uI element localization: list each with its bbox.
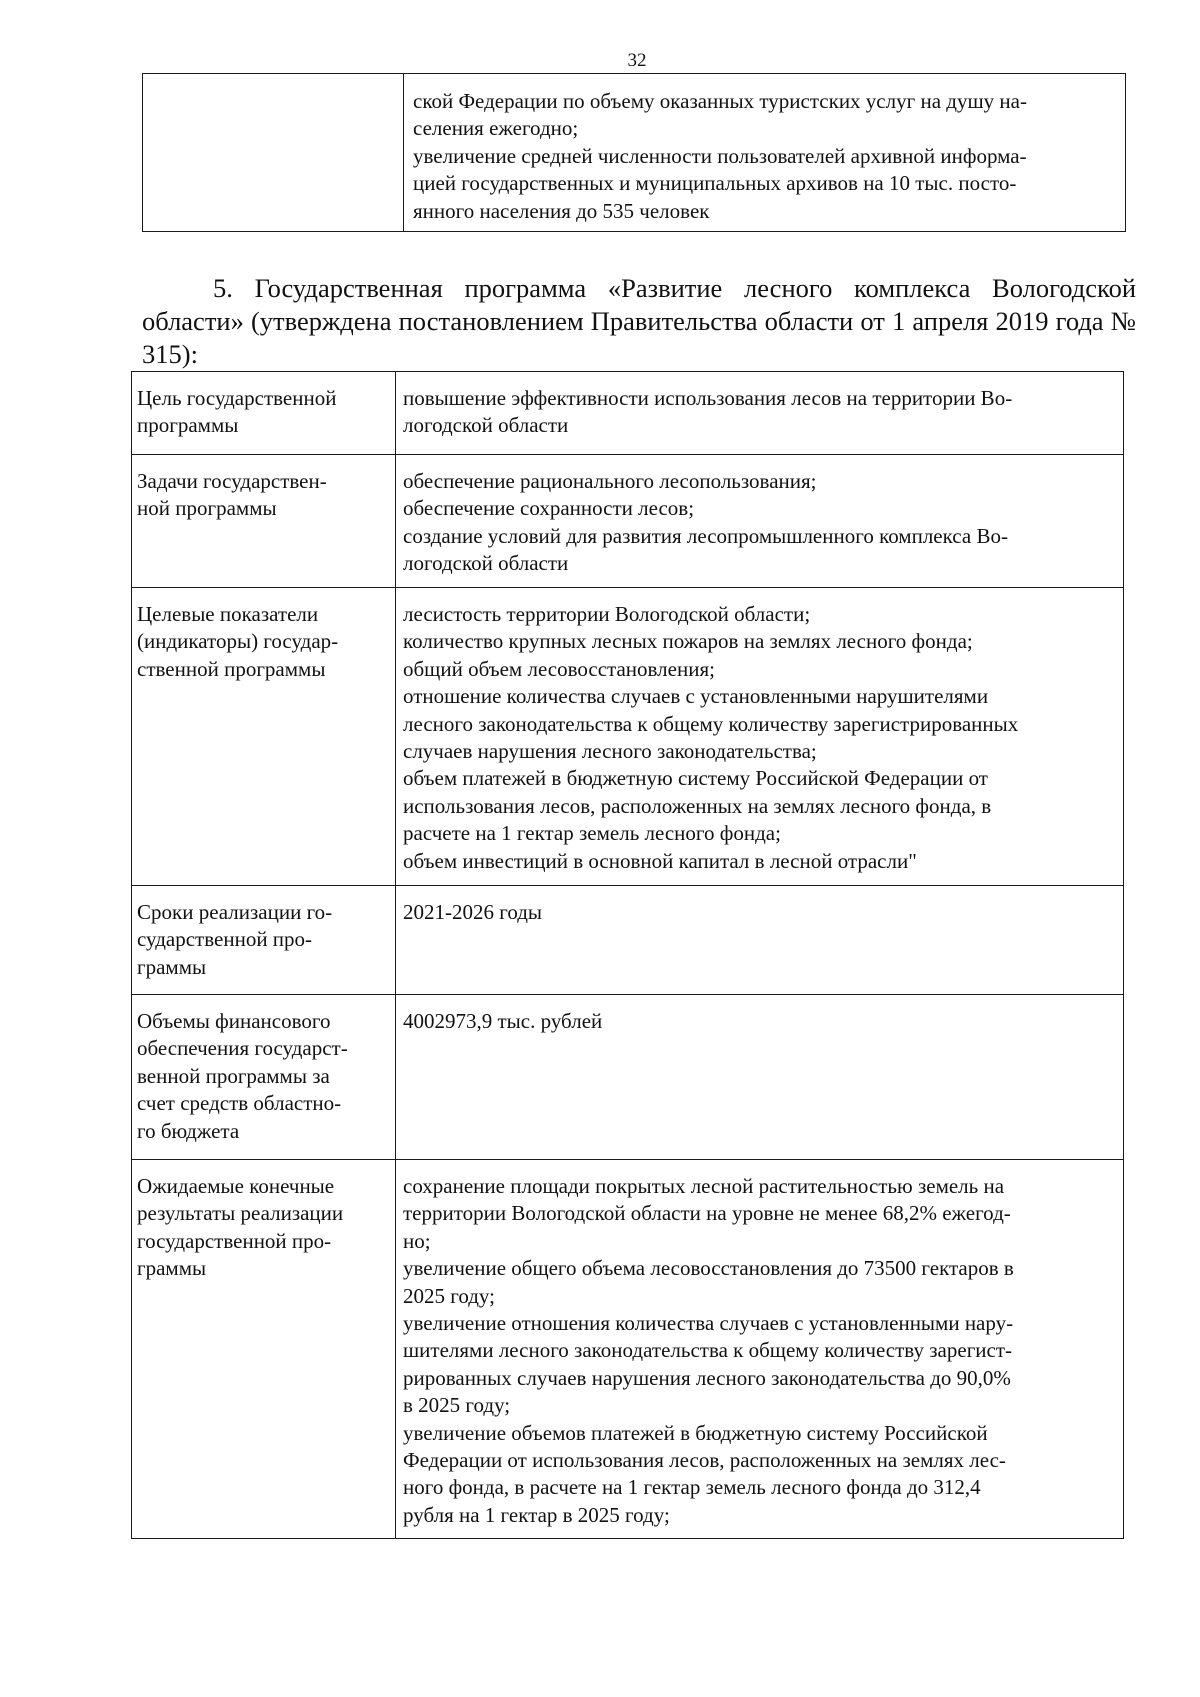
content-line: цией государственных и муниципальных архивов на 10 тыс. посто- xyxy=(413,171,1017,196)
label-line: государственной про- xyxy=(137,1228,332,1253)
content-line: рубля на 1 гектар в 2025 году; xyxy=(403,1502,670,1527)
label-line: результаты реализации xyxy=(137,1201,344,1226)
content-line: шителями лесного законодательства к общему количеству зарегист- xyxy=(403,1338,1013,1363)
label-line: Объемы финансового xyxy=(137,1009,331,1033)
content-line: в 2025 году; xyxy=(403,1393,511,1418)
table-row-period xyxy=(132,886,1124,995)
row-content-cell xyxy=(396,886,1124,995)
program-passport-table xyxy=(131,371,1124,1539)
content-line: количество крупных лесных пожаров на землях лесного фонда; xyxy=(403,629,973,654)
section-heading xyxy=(142,272,1136,371)
content-line: объем инвестиций в основной капитал в лесной отрасли" xyxy=(403,848,917,873)
row-label-cell xyxy=(132,886,396,995)
continued-table xyxy=(142,73,1126,232)
label-line: граммы xyxy=(137,1256,207,1281)
label-line: ственной программы xyxy=(137,656,326,681)
content-line: лесного законодательства к общему количеству зарегистрированных xyxy=(403,711,1019,736)
row-label-cell xyxy=(132,995,396,1160)
table-row-goal xyxy=(132,372,1124,455)
row-label-cell xyxy=(132,588,396,886)
content-line: обеспечение рационального лесопользования; xyxy=(403,469,817,493)
label-line: го бюджета xyxy=(137,1118,240,1143)
content-line: случаев нарушения лесного законодательства; xyxy=(403,739,817,764)
content-line: 2025 году; xyxy=(403,1283,495,1308)
label-line: граммы xyxy=(137,954,207,979)
content-line: увеличение отношения количества случаев с установленными нару- xyxy=(403,1311,1014,1336)
row-label-cell xyxy=(132,372,396,455)
row-content-cell xyxy=(396,1160,1124,1539)
label-line: счет средств областно- xyxy=(137,1091,342,1116)
label-line: сударственной про- xyxy=(137,927,313,952)
content-line: использования лесов, расположенных на землях лесного фонда, в xyxy=(403,793,992,818)
section-heading-text: 5. Государственная программа «Развитие лесного комплекса Вологодской области» (утверждена постановлением Правительства области от 1 апреля 2019 года № 315): xyxy=(142,273,1136,369)
content-line: повышение эффективности использования лесов на территории Во- xyxy=(403,386,1013,410)
content-line: создание условий для развития лесопромышленного комплекса Во- xyxy=(403,523,1008,548)
label-line: Цель государственной xyxy=(137,386,337,410)
content-line: 2021-2026 годы xyxy=(403,900,543,924)
table-row-results xyxy=(132,1160,1124,1539)
content-line: логодской области xyxy=(403,551,569,576)
content-line: но; xyxy=(403,1228,431,1253)
row-content-cell xyxy=(396,995,1124,1160)
label-line: ной программы xyxy=(137,496,277,521)
label-line: обеспечения государст- xyxy=(137,1036,348,1061)
row-content-cell xyxy=(396,455,1124,588)
content-line: логодской области xyxy=(403,413,569,438)
row-label-cell xyxy=(132,455,396,588)
content-line: ного фонда, в расчете на 1 гектар земель лесного фонда до 312,4 xyxy=(403,1475,981,1500)
content-line: увеличение средней численности пользователей архивной информа- xyxy=(413,143,1027,168)
content-line: Федерации от использования лесов, расположенных на землях лес- xyxy=(403,1448,1006,1473)
row-content-cell xyxy=(396,372,1124,455)
label-line: программы xyxy=(137,413,239,438)
row-label-cell xyxy=(132,1160,396,1539)
label-line: венной программы за xyxy=(137,1063,330,1088)
label-line: Задачи государствен- xyxy=(137,469,327,493)
continued-table-content-cell xyxy=(404,74,1126,232)
content-line: лесистость территории Вологодской области; xyxy=(403,602,811,626)
content-line: отношение количества случаев с установленными нарушителями xyxy=(403,684,989,709)
page-number: 32 xyxy=(627,50,647,71)
content-line: янного населения до 535 человек xyxy=(413,198,710,223)
content-line: увеличение объемов платежей в бюджетную систему Российской xyxy=(403,1420,988,1445)
content-line: общий объем лесовосстановления; xyxy=(403,656,715,681)
content-line: сохранение площади покрытых лесной растительностью земель на xyxy=(403,1174,1005,1198)
content-line: обеспечение сохранности лесов; xyxy=(403,496,695,521)
content-line: расчете на 1 гектар земель лесного фонда; xyxy=(403,821,781,846)
continued-table-row xyxy=(143,74,1126,232)
label-line: Ожидаемые конечные xyxy=(137,1174,335,1198)
content-line: увеличение общего объема лесовосстановления до 73500 гектаров в xyxy=(403,1256,1014,1281)
content-line: 4002973,9 тыс. рублей xyxy=(403,1009,603,1033)
label-line: Сроки реализации го- xyxy=(137,900,333,924)
label-line: Целевые показатели xyxy=(137,602,319,626)
content-line: рированных случаев нарушения лесного законодательства до 90,0% xyxy=(403,1365,1011,1390)
table-row-indicators xyxy=(132,588,1124,886)
content-line: объем платежей в бюджетную систему Российской Федерации от xyxy=(403,766,988,791)
row-content-cell xyxy=(396,588,1124,886)
table-row-tasks xyxy=(132,455,1124,588)
content-line: территории Вологодской области на уровне не менее 68,2% ежегод- xyxy=(403,1201,1011,1226)
continued-table-label-cell xyxy=(143,74,404,232)
content-line: ской Федерации по объему оказанных туристских услуг на душу на- xyxy=(413,89,1027,113)
label-line: (индикаторы) государ- xyxy=(137,629,339,654)
table-row-finance xyxy=(132,995,1124,1160)
content-line: селения ежегодно; xyxy=(413,116,579,141)
